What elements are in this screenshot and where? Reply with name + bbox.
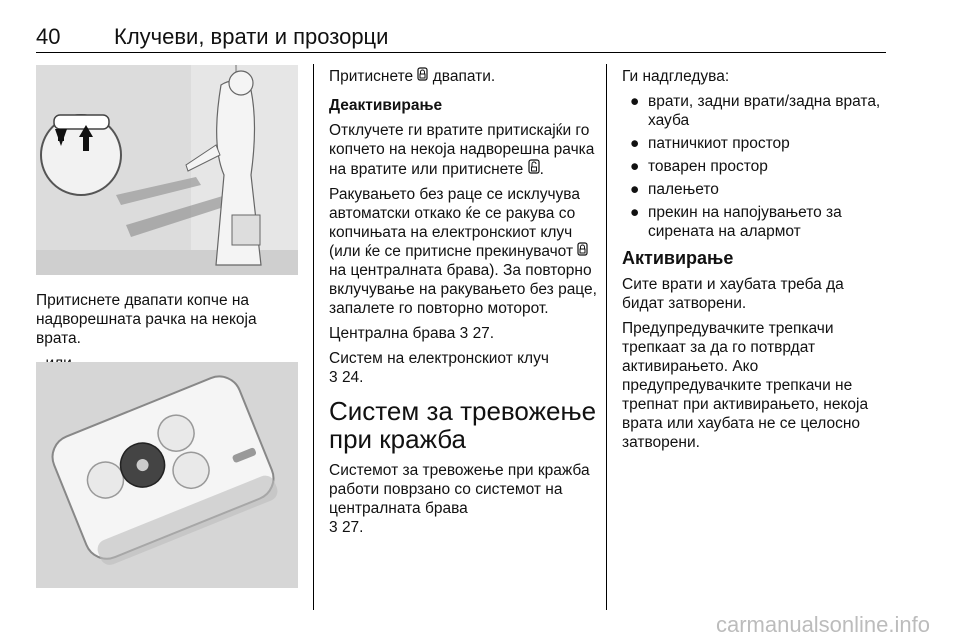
bullet-icon: ● [630,158,640,175]
activation-heading: Активирање [622,248,734,268]
bullet-icon: ● [630,93,640,110]
ref-page[interactable]: 24. [341,369,364,386]
keycard-illustration [36,362,298,588]
column-divider-2 [606,64,607,610]
ref-arrow-icon: 3 [459,325,469,342]
middle-column-text [329,67,597,543]
ref-electronic-key [329,349,597,387]
monitors-intro: Ги надгледува: [622,68,730,85]
section-heading-alarm: Систем за тревожење при кражба [329,396,597,454]
page-header [36,24,886,52]
list-item: ● врати, задни врати/задна врата, хауба [630,93,881,129]
text-fragment: двапати. [428,68,496,85]
list-item: ● товарен простор [630,158,768,175]
list-item: ● патничкиот простор [630,135,790,152]
bullet-icon: ● [630,135,640,152]
ref-central-lock [329,324,597,343]
text-fragment: . [539,161,544,178]
text-fragment: Отклучете ги вратите притискајќи го копчето на некоја надворешна рачка на вратите или притиснете [329,122,595,178]
bullet-icon: ● [630,181,640,198]
bullet-icon: ● [630,204,640,221]
right-column-text [622,67,886,458]
central-lock-switch-icon [577,242,588,261]
caption-press-twice: Притиснете двапати копче на надворешната рачка на некоја врата. [36,292,257,347]
handsfree-off-text [329,185,597,318]
ref-page[interactable]: 27. [341,519,364,536]
text-fragment: на централната брава). За повторно вклучување на ракувањето без раце, запалете го повторно моторот. [329,262,597,317]
press-lock-twice [329,67,597,86]
lock-button-icon [417,67,428,86]
list-item: ● прекин на напојувањето за сирената на алармот [630,204,842,240]
list-item: ● палењето [630,181,719,198]
ref-page[interactable]: 27. [472,325,495,342]
ref-arrow-icon: 3 [329,519,338,536]
activation-text-2: Предупредувачките трепкачи трепкаат за да го потврдат активирањето. Ако предупредувачките трепкачи не трепнат при активирањето, некоја врата или хаубата не се целосно затворени. [622,320,869,451]
page-title: Клучеви, врати и прозорци [114,24,389,49]
door-handle-illustration [36,65,298,275]
footer-watermark: carmanualsonline.info [715,612,930,637]
monitored-list [622,92,886,241]
deactivation-text [329,121,597,179]
header-divider [36,52,886,53]
unlock-button-icon [528,159,540,179]
alarm-intro-text [329,461,597,537]
column-divider-1 [313,64,314,610]
deactivation-heading: Деактивирање [329,97,443,114]
activation-text-1: Сите врати и хаубата треба да бидат затворени. [622,276,844,312]
text-fragment: Притиснете [329,68,418,85]
text-fragment: Систем на електронскиот клуч [329,350,549,367]
text-fragment: Ракувањето без раце се исклучува автоматски откако ќе се ракува со копчињата на електронскиот клуч (или ќе се притисне прекинувачот [329,186,580,260]
ref-arrow-icon: 3 [329,369,338,386]
text-fragment: Централна брава [329,325,460,342]
text-fragment: Системот за тревожење при кражба работи поврзано со системот на централната брава [329,462,590,517]
page-number: 40 [36,24,61,49]
